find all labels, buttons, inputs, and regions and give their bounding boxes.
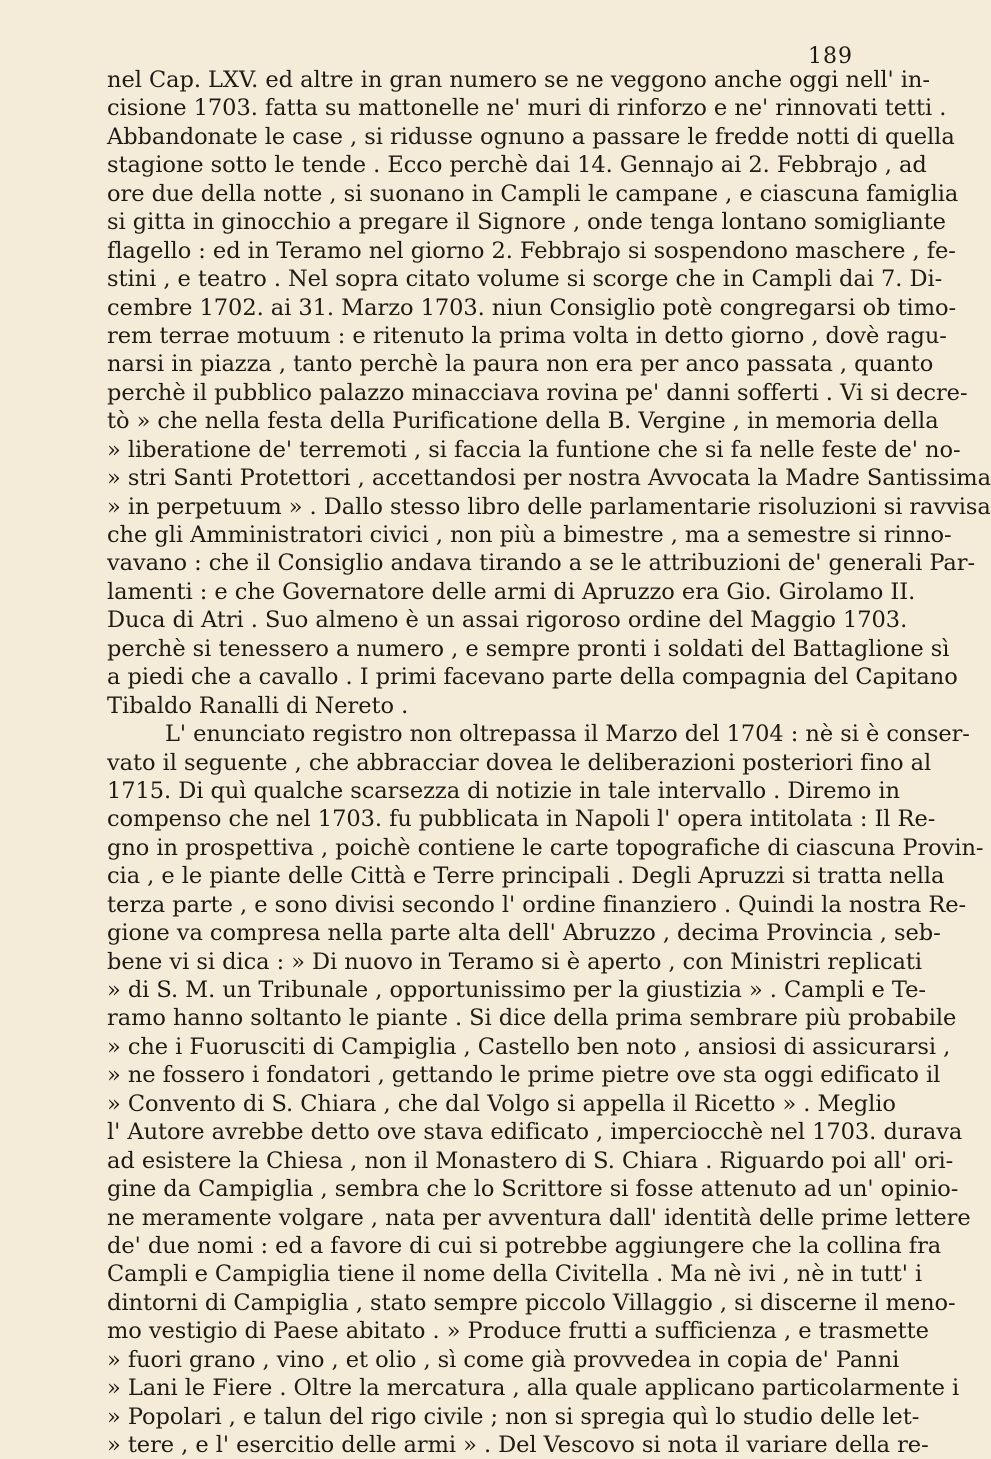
text-line: stagione sotto le tende . Ecco perchè dai 14. Gennajo ai 2. Febbrajo , ad [107,152,927,179]
paragraph-start-line: L' enunciato registro non oltrepassa il Marzo del 1704 : nè si è conser- [165,721,970,748]
text-line: Campli e Campiglia tiene il nome della Civitella . Ma nè ivi , nè in tutt' i [107,1261,923,1288]
text-line: de' due nomi : ed a favore di cui si potrebbe aggiungere che la collina fra [107,1232,942,1259]
text-line: Abbandonate le case , si ridusse ognuno a passare le fredde notti di quella [107,123,955,150]
text-line: si gitta in ginocchio a pregare il Signore , onde tenga lontano somigliante [107,209,946,236]
text-line: Tibaldo Ranalli di Nereto . [107,692,409,719]
text-line: » stri Santi Protettori , accettandosi per nostra Avvocata la Madre Santissima [107,465,991,492]
text-line: dintorni di Campiglia , stato sempre piccolo Villaggio , si discerne il meno- [107,1289,956,1316]
body-text [107,66,991,1459]
text-line: rem terrae motuum : e ritenuto la prima volta in detto giorno , dovè ragu- [107,322,947,349]
text-line: cisione 1703. fatta su mattonelle ne' muri di rinforzo e ne' rinnovati tetti . [107,95,947,122]
text-line: » che i Fuorusciti di Campiglia , Castello ben noto , ansiosi di assicurarsi , [107,1033,951,1060]
text-line: lamenti : e che Governatore delle armi di Apruzzo era Gio. Girolamo II. [107,578,916,605]
text-line: Duca di Atri . Suo almeno è un assai rigoroso ordine del Maggio 1703. [107,607,908,634]
text-line: » ne fossero i fondatori , gettando le prime pietre ove sta oggi edificato il [107,1062,941,1089]
text-line: perchè si tenessero a numero , e sempre pronti i soldati del Battaglione sì [107,635,950,662]
text-line: » Popolari , e talun del rigo civile ; non si spregia quì lo studio delle let- [107,1403,920,1430]
text-line: ne meramente volgare , nata per avventura dall' identità delle prime lettere [107,1204,971,1231]
text-line: narsi in piazza , tanto perchè la paura non era per anco passata , quanto [107,351,934,378]
text-line: cia , e le piante delle Città e Terre principali . Degli Apruzzi si tratta nella [107,863,945,890]
text-line: gine da Campiglia , sembra che lo Scrittore si fosse attenuto ad un' opinio- [107,1176,959,1203]
text-line: » fuori grano , vino , et olio , sì come già provvedea in copia de' Panni [107,1346,900,1373]
text-line: 1715. Di quì qualche scarsezza di notizie in tale intervallo . Diremo in [107,777,900,804]
text-line: nel Cap. LXV. ed altre in gran numero se ne veggono anche oggi nell' in- [107,67,930,93]
text-line: terza parte , e sono divisi secondo l' ordine finanziero . Quindi la nostra Re- [107,891,967,918]
text-line: » Lani le Fiere . Oltre la mercatura , alla quale applicano particolarmente i [107,1375,960,1402]
text-line: flagello : ed in Teramo nel giorno 2. Febbrajo si sospendono maschere , fe- [107,237,956,264]
text-line: a piedi che a cavallo . I primi facevano parte della compagnia del Capitano [107,664,958,691]
text-line: l' Autore avrebbe detto ove stava edificato , imperciocchè nel 1703. durava [107,1119,963,1146]
text-line: » tere , e l' esercitio delle armi » . Del Vescovo si nota il variare della re- [107,1432,929,1458]
text-line: » liberatione de' terremoti , si faccia la funtione che si fa nelle feste de' no- [107,436,961,463]
page-number: 189 [808,44,853,69]
text-line: ad esistere la Chiesa , non il Monastero di S. Chiara . Riguardo poi all' ori- [107,1147,954,1174]
text-line: stini , e teatro . Nel sopra citato volume si scorge che in Campli dai 7. Di- [107,266,943,293]
text-line: gione va compresa nella parte alta dell' Abruzzo , decima Provincia , seb- [107,920,941,947]
text-line: » in perpetuum » . Dallo stesso libro delle parlamentarie risoluzioni si ravvisa [107,493,991,520]
text-line: » Convento di S. Chiara , che dal Volgo si appella il Ricetto » . Meglio [107,1090,896,1117]
text-line: compenso che nel 1703. fu pubblicata in Napoli l' opera intitolata : Il Re- [107,806,936,833]
text-line: vato il seguente , che abbracciar dovea le deliberazioni posteriori fino al [107,749,932,776]
text-line: tò » che nella festa della Purificatione della B. Vergine , in memoria della [107,408,939,435]
text-line: perchè il pubblico palazzo minacciava rovina pe' danni sofferti . Vi si decre- [107,379,968,406]
text-line: ore due della notte , si suonano in Campli le campane , e ciascuna famiglia [107,180,959,207]
text-line: gno in prospettiva , poichè contiene le carte topografiche di ciascuna Provin- [107,834,984,861]
text-line: bene vi si dica : » Di nuovo in Teramo si è aperto , con Ministri replicati [107,948,923,975]
text-line: che gli Amministratori civici , non più a bimestre , ma a semestre si rinno- [107,522,952,548]
text-line: ramo hanno soltanto le piante . Si dice della prima sembrare più probabile [107,1005,957,1032]
text-line: » di S. M. un Tribunale , opportunissimo per la giustizia » . Campli e Te- [107,977,926,1003]
text-line: cembre 1702. ai 31. Marzo 1703. niun Consiglio potè congregarsi ob timo- [107,294,957,321]
text-line: vavano : che il Consiglio andava tirando a se le attribuzioni de' generali Par- [107,550,976,577]
text-line: mo vestigio di Paese abitato . » Produce frutti a sufficienza , e trasmette [107,1318,929,1345]
